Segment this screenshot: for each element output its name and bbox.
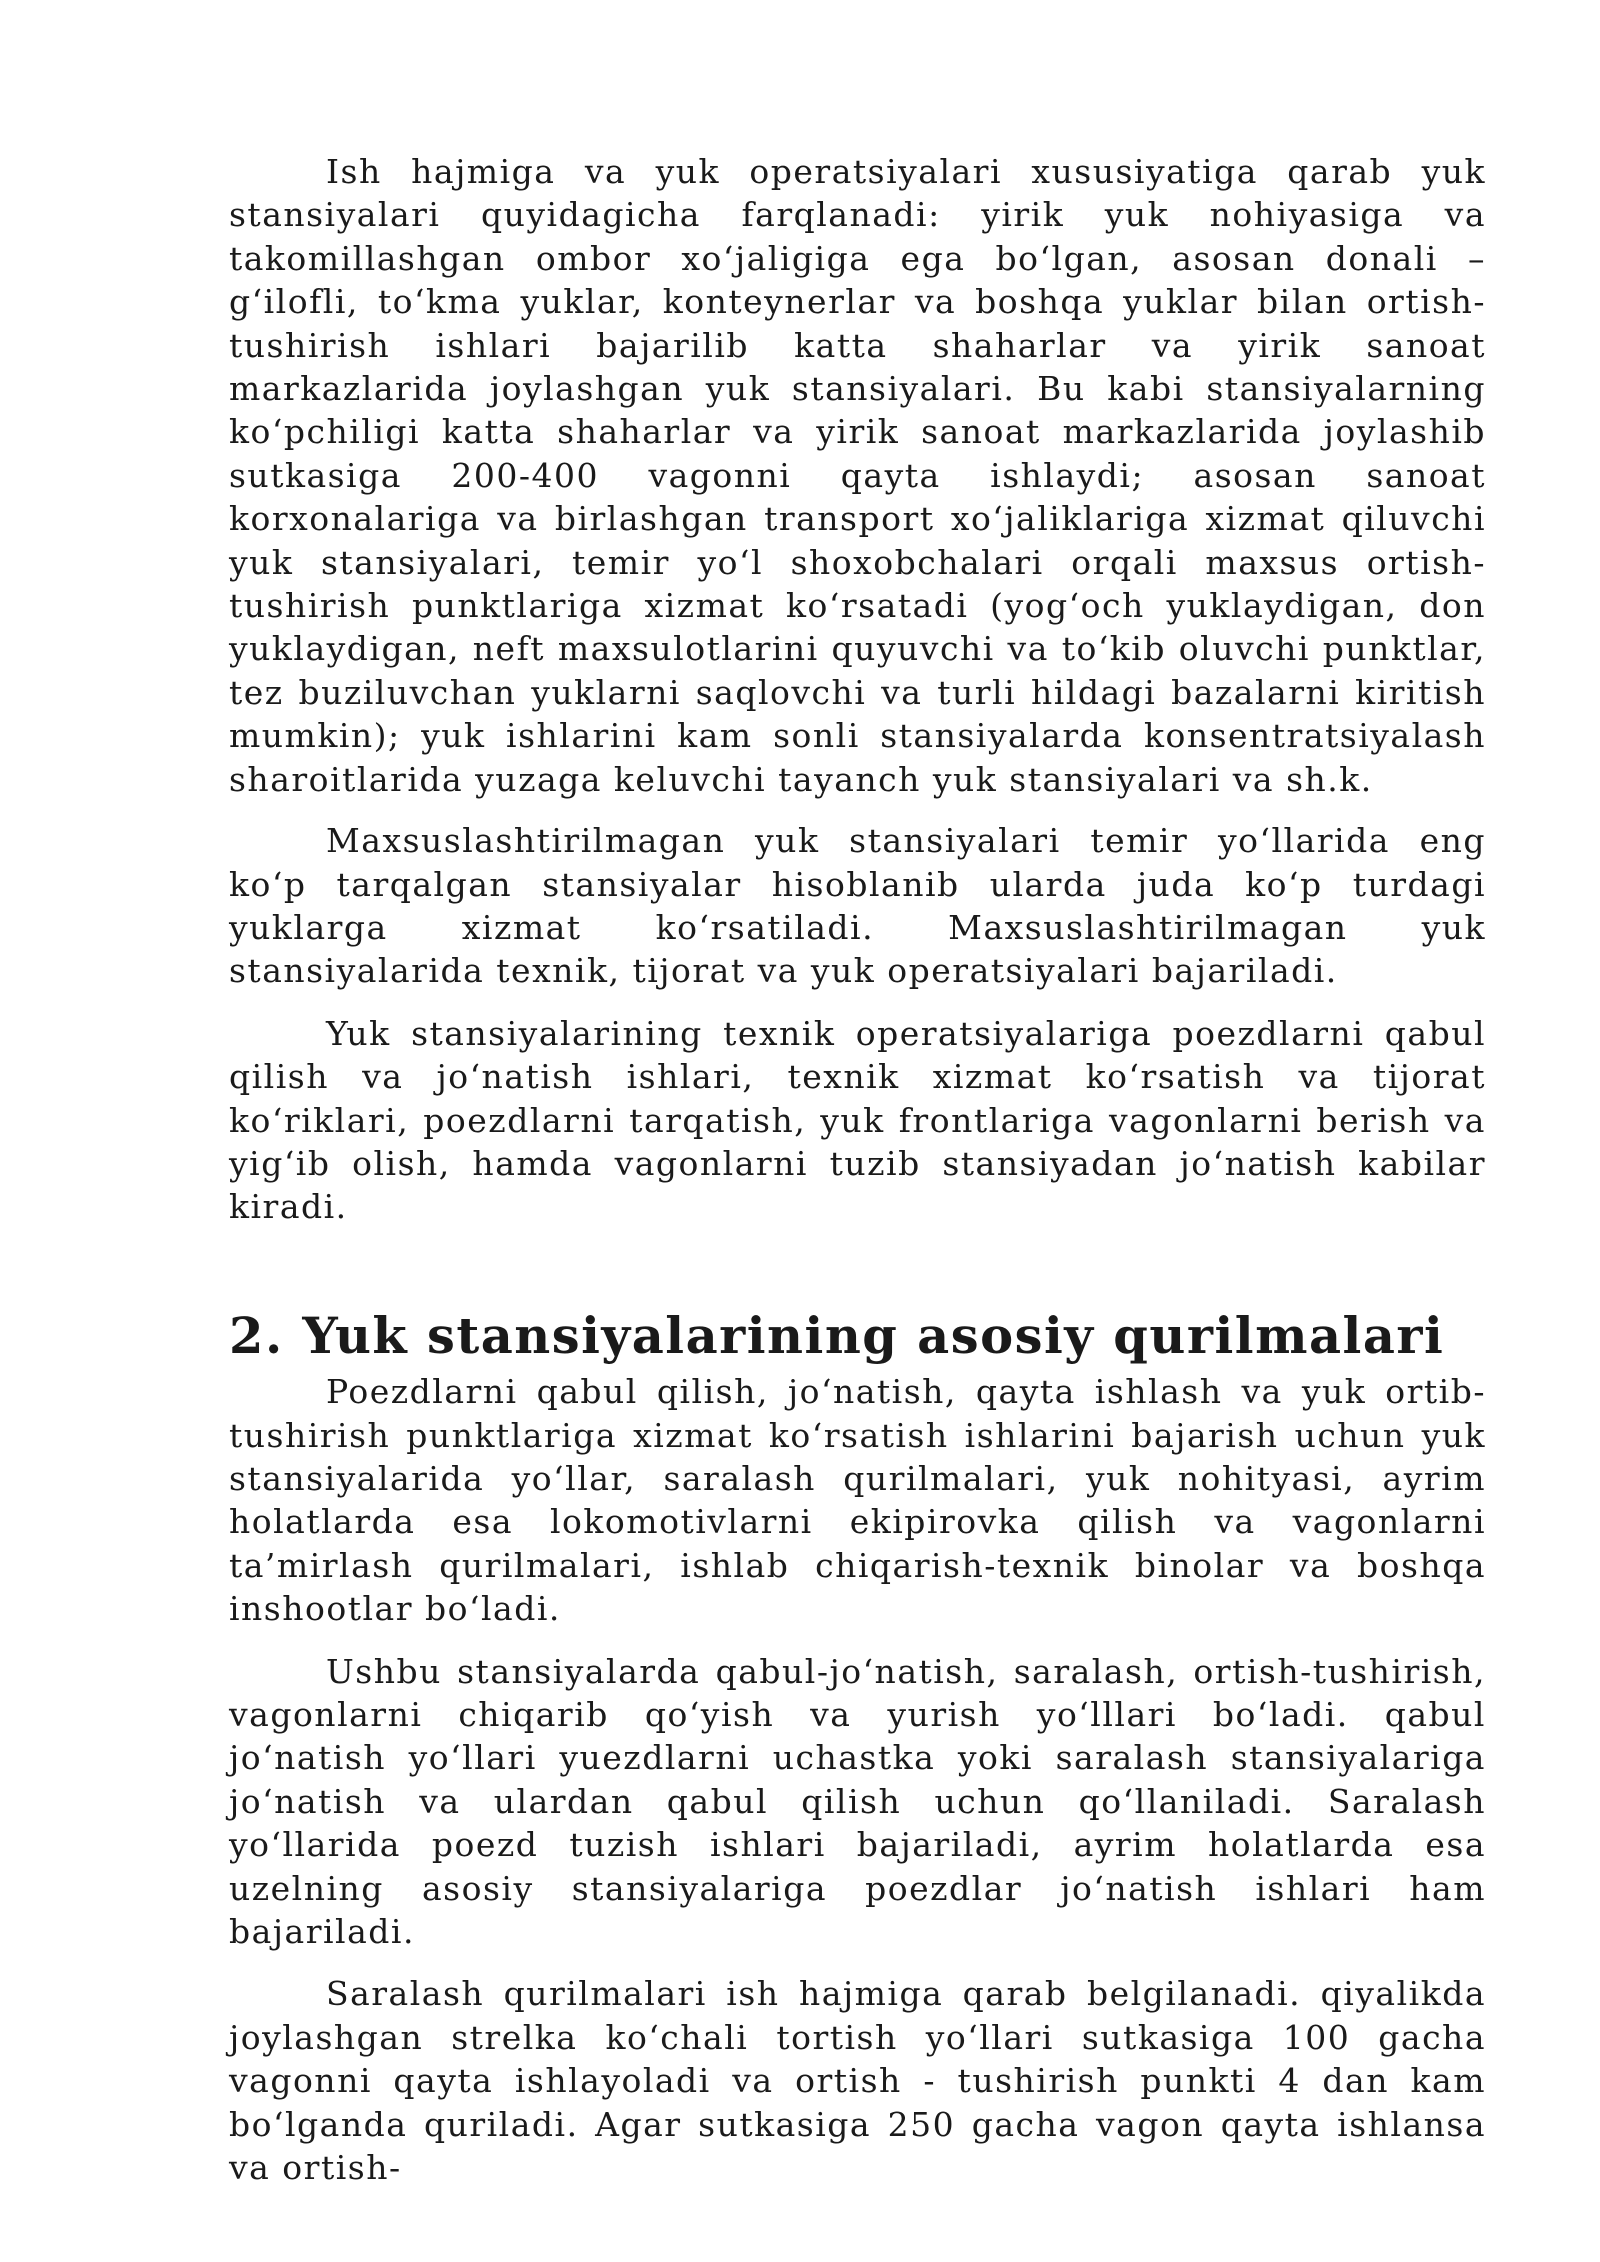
paragraph-technical-operations: Yuk stansiyalarining texnik operatsiyalariga poezdlarni qabul qilish va jo‘natish ishlari, texnik xizmat ko‘rsatish va tijorat ko‘riklari, poezdlarni tarqatish, yuk frontlariga vagonlarni berish va yig‘ib olish, hamda vagonlarni tuzib stansiyadan jo‘natish kabilar kiradi. — [229, 1013, 1486, 1227]
paragraph-station-classification: Ish hajmiga va yuk operatsiyalari xususiyatiga qarab yuk stansiyalari quyidagicha farqlanadi: yirik yuk nohiyasiga va takomillashgan ombor xo‘jaligiga ega bo‘lgan, asosan donali – g‘ilofli, to‘kma yuklar, konteynerlar va boshqa yuklar bilan ortish-tushirish ishlari bajarilib katta shaharlar va yirik sanoat markazlarida joylashgan yuk stansiyalari. Bu kabi stansiyalarning ko‘pchiligi katta shaharlar va yirik sanoat markazlarida joylashib sutkasiga 200-400 vagonni qayta ishlaydi; asosan sanoat korxonalariga va birlashgan transport xo‘jaliklariga xizmat qiluvchi yuk stansiyalari, temir yo‘l shoxobchalari orqali maxsus ortish-tushirish punktlariga xizmat ko‘rsatadi (yog‘och yuklaydigan, don yuklaydigan, neft maxsulotlarini quyuvchi va to‘kib oluvchi punktlar, tez buziluvchan yuklarni saqlovchi va turli hildagi bazalarni kiritish mumkin); yuk ishlarini kam sonli stansiyalarda konsentratsiyalash sharoitlarida yuzaga keluvchi tayanch yuk stansiyalari va sh.k. — [229, 152, 1486, 799]
paragraph-sorting-devices: Saralash qurilmalari ish hajmiga qarab belgilanadi. qiyalikda joylashgan strelka ko‘chali tortish yo‘llari sutkasiga 100 gacha vagonni qayta ishlayoladi va ortish - tushirish punkti 4 dan kam bo‘lganda quriladi. Agar sutkasiga 250 gacha vagon qayta ishlansa va ortish- — [229, 1974, 1486, 2188]
paragraph-non-specialized-stations: Maxsuslashtirilmagan yuk stansiyalari temir yo‘llarida eng ko‘p tarqalgan stansiyalar hisoblanib ularda juda ko‘p turdagi yuklarga xizmat ko‘rsatiladi. Maxsuslashtirilmagan yuk stansiyalarida texnik, tijorat va yuk operatsiyalari bajariladi. — [229, 821, 1486, 991]
section-heading: 2. Yuk stansiyalarining asosiy qurilmalari — [229, 1306, 1445, 1365]
document-page — [229, 150, 1486, 2189]
paragraph-station-tracks: Ushbu stansiyalarda qabul-jo‘natish, saralash, ortish-tushirish, vagonlarni chiqarib qo‘yish va yurish yo‘lllari bo‘ladi. qabul jo‘natish yo‘llari yuezdlarni uchastka yoki saralash stansiyalariga jo‘natish va ulardan qabul qilish uchun qo‘llaniladi. Saralash yo‘llarida poezd tuzish ishlari bajariladi, ayrim holatlarda esa uzelning asosiy stansiyalariga poezdlar jo‘natish ishlari ham bajariladi. — [229, 1651, 1486, 1952]
paragraph-station-facilities: Poezdlarni qabul qilish, jo‘natish, qayta ishlash va yuk ortib-tushirish punktlariga xizmat ko‘rsatish ishlarini bajarish uchun yuk stansiyalarida yo‘llar, saralash qurilmalari, yuk nohityasi, ayrim holatlarda esa lokomotivlarni ekipirovka qilish va vagonlarni ta’mirlash qurilmalari, ishlab chiqarish-texnik binolar va boshqa inshootlar bo‘ladi. — [229, 1372, 1486, 1629]
